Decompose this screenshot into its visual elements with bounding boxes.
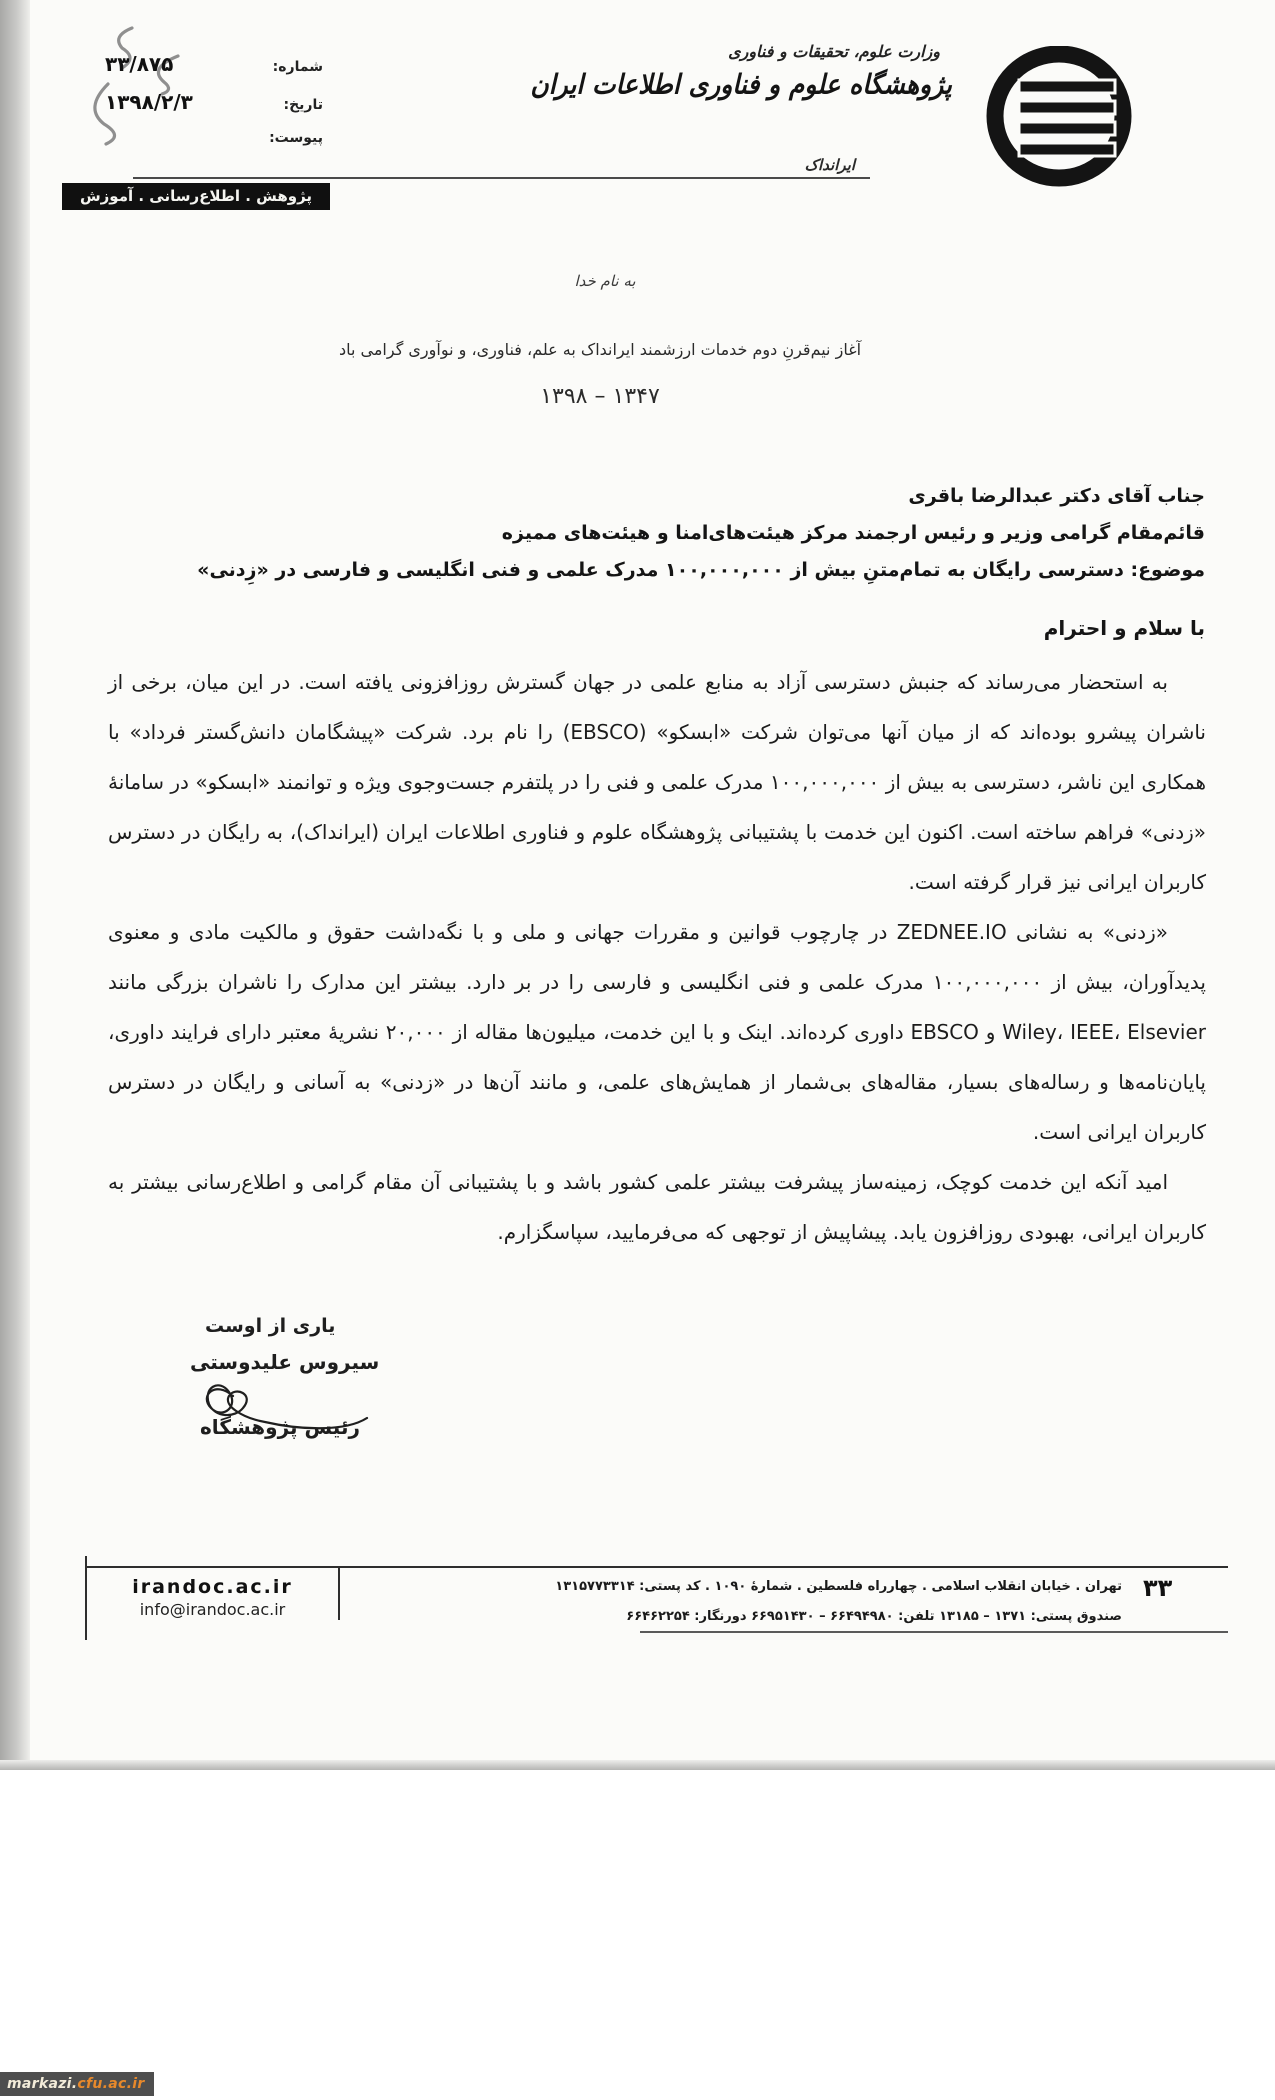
- bismillah: به نام خدا: [574, 272, 636, 290]
- body-paragraph-1: به استحضار می‌رساند که جنبش دسترسی آزاد به منابع علمی در جهان گسترش روزافزونی یافته است. در این میان، برخی از ناشران پیشرو بوده‌اند که از میان آنها می‌توان شرکت «ابسکو» (EBSCO) را نام برد. شرکت «پیشگامان دانش‌گستر فرداد» با همکاری این ناشر، دسترسی به بیش از ۱۰۰,۰۰۰,۰۰۰ مدرک علمی و فنی را در پلتفرم جست‌وجوی ویژه و توانمند «ابسکو» در سامانهٔ «زدنی» فراهم ساخته است. اکنون این خدمت با پشتیبانی پژوهشگاه علوم و فناوری اطلاعات ایران (ایرانداک)، به رایگان در دسترس کاربران ایرانی نیز قرار گرفته است.: [108, 670, 1206, 894]
- ministry-name: وزارت علوم، تحقیقات و فناوری: [728, 42, 940, 61]
- handwritten-page-number: ۳۳: [1143, 1574, 1173, 1602]
- number-value: ۳۳/۸۷۵: [105, 52, 174, 76]
- commemoration-line: آغاز نیم‌قرنِ دوم خدمات ارزشمند ایرانداک به علم، فناوری، و نوآوری گرامی باد: [338, 340, 862, 359]
- footer-top-line: [85, 1566, 1228, 1568]
- salutation: با سلام و احترام: [1043, 616, 1205, 640]
- letterhead-divider-line: [133, 177, 870, 179]
- signature-blessing: یاری از اوست: [205, 1315, 336, 1337]
- recipient-block: [197, 478, 1205, 589]
- watermark-badge: [0, 2072, 154, 2096]
- footer-email: info@irandoc.ac.ir: [139, 1600, 286, 1619]
- watermark-suffix: cfu.ac.ir: [77, 2076, 145, 2092]
- footer-contacts-line: صندوق پستی: ۱۳۷۱ – ۱۳۱۸۵ تلفن: ۶۶۴۹۴۹۸۰ – ۶۶۹۵۱۴۳۰ دورنگار: ۶۶۴۶۲۲۵۴: [626, 1609, 1122, 1624]
- footer-address-line: تهران . خیابان انقلاب اسلامی . چهارراه فلسطین . شمارهٔ ۱۰۹۰ . کد پستی: ۱۳۱۵۷۷۳۳۱۴: [555, 1579, 1122, 1594]
- signatory-role: رئیس پژوهشگاه: [200, 1415, 360, 1439]
- subject-line: موضوع: دسترسی رایگان به تمام‌متنِ بیش از ۱۰۰,۰۰۰,۰۰۰ مدرک علمی و فنی انگلیسی و فارسی در «زِدنی»: [197, 559, 1205, 581]
- signatory-name: سیروس علیدوستی: [190, 1350, 380, 1374]
- number-label: شماره:: [272, 59, 323, 75]
- irandoc-logo-icon: [985, 46, 1135, 188]
- handwritten-scribble: [70, 18, 270, 148]
- date-label: تاریخ:: [283, 97, 323, 113]
- date-value: ۱۳۹۸/۲/۳: [105, 90, 193, 114]
- recipient-name: جناب آقای دکتر عبدالرضا باقری: [908, 485, 1205, 507]
- footer-box-right-line: [338, 1566, 340, 1620]
- letter-body: [108, 657, 1206, 1257]
- letter-number-row: [105, 52, 323, 76]
- attachment-label: پیوست:: [269, 130, 323, 146]
- body-paragraph-2: «زدنی» به نشانی ZEDNEE.IO در چارچوب قوانین و مقررات جهانی و ملی و با نگه‌داشت حقوق و مالکیت مادی و معنوی پدیدآوران، بیش از ۱۰۰,۰۰۰,۰۰۰ مدرک علمی و فنی انگلیسی و فارسی را در بر دارد. بیشتر این مدارک را ناشران بزرگی مانند Wiley، IEEE، Elsevier و EBSCO داوری کرده‌اند. اینک و با این خدمت، میلیون‌ها مقاله از ۲۰,۰۰۰ نشریهٔ معتبر دارای فرایند داوری، پایان‌نامه‌ها و رساله‌های بسیار، مقاله‌های بی‌شمار از همایش‌های علمی، و مانند آن‌ها در «زدنی» به آسانی و رایگان در دسترس کاربران ایرانی است.: [108, 920, 1206, 1144]
- footer-website: irandoc.ac.ir: [132, 1576, 293, 1598]
- recipient-title: قائم‌مقام گرامی وزیر و رئیس ارجمند مرکز هیئت‌های‌امنا و هیئت‌های ممیزه: [501, 522, 1205, 544]
- commemoration-years: ۱۳۴۷ – ۱۳۹۸: [540, 384, 660, 409]
- scan-bottom-edge-shadow: [0, 1760, 1275, 1770]
- letter-attachment-row: [105, 130, 323, 146]
- letter-date-row: [105, 90, 323, 114]
- institute-short-name: ایرانداک: [804, 156, 855, 174]
- scan-left-edge-shadow: [0, 0, 30, 1768]
- footer-box-left-line: [85, 1556, 87, 1640]
- watermark-prefix: markazi.: [7, 2076, 78, 2092]
- footer-address-block: [432, 1572, 1122, 1632]
- institute-name: پژوهشگاه علوم و فناوری اطلاعات ایران: [530, 68, 952, 101]
- banner-research-information-education: پژوهش . اطلاع‌رسانی . آموزش: [62, 183, 330, 210]
- body-paragraph-3: امید آنکه این خدمت کوچک، زمینه‌ساز پیشرفت بیشتر علمی کشور باشد و با پشتیبانی آن مقام گرامی و اطلاع‌رسانی بیشتر به کاربران ایرانی، بهبودی روزافزون یابد. پیشاپیش از توجهی که می‌فرمایید، سپاسگزارم.: [108, 1170, 1206, 1244]
